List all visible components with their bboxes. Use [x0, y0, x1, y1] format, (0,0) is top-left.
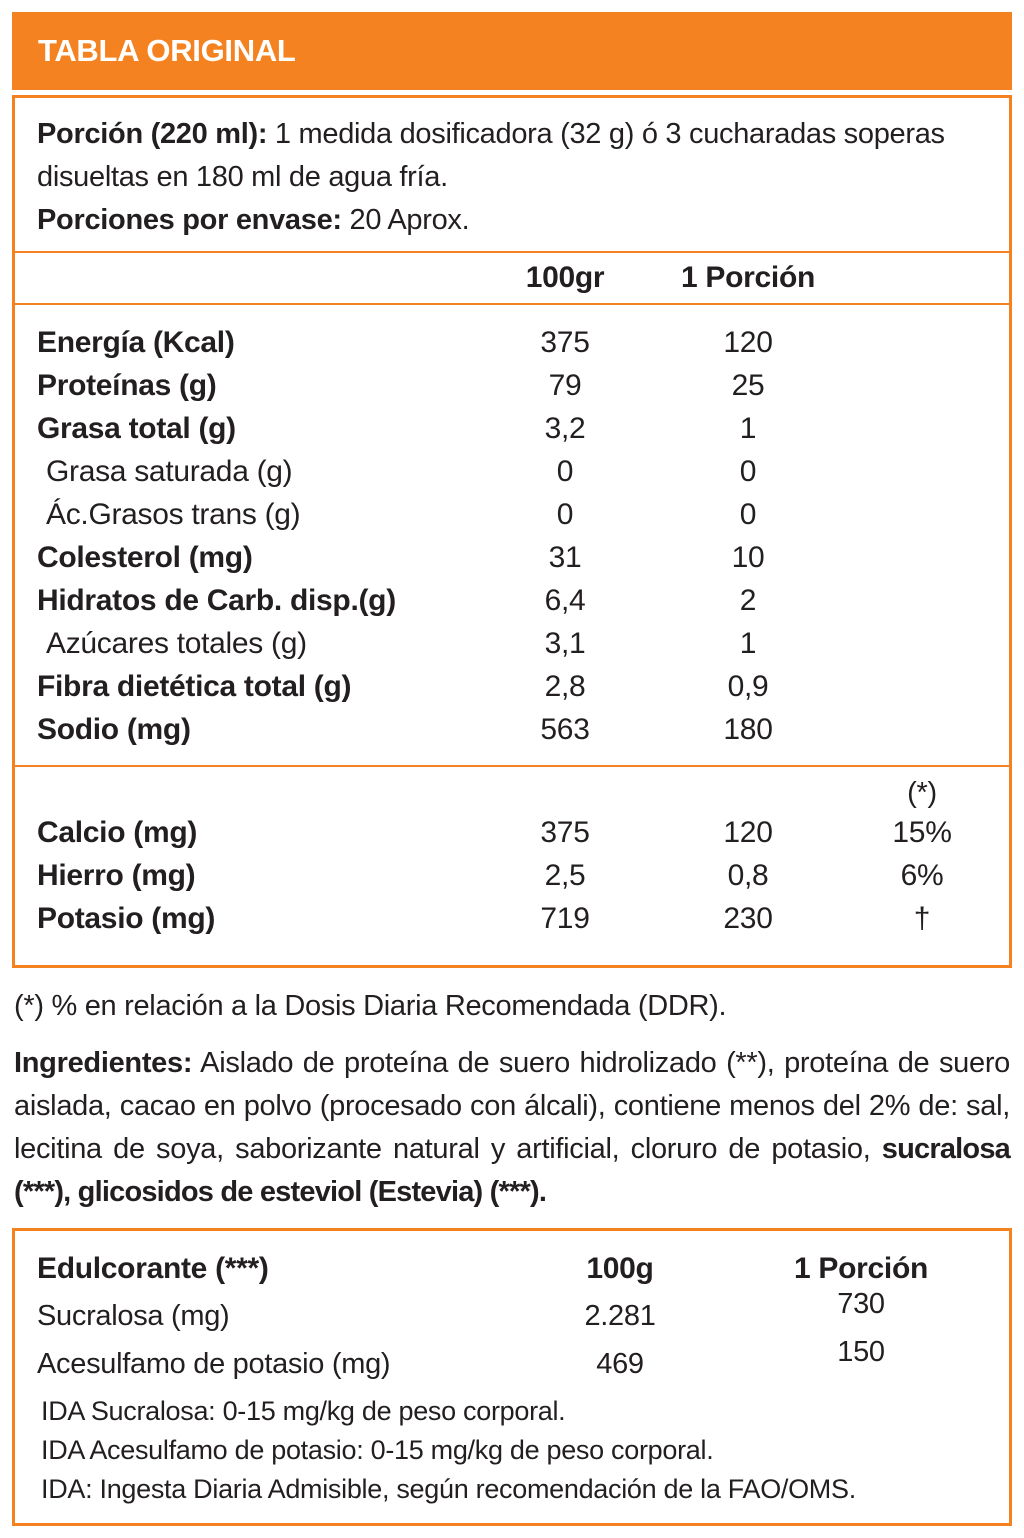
table-row-grasa-saturada — [15, 450, 1009, 493]
row-value-portion: 25 — [731, 369, 765, 402]
row-value-100gr: 3,1 — [544, 627, 586, 660]
row-value-100g: 2.281 — [584, 1300, 656, 1332]
nutrient-rows-section — [15, 305, 1009, 767]
row-value-100gr: 563 — [540, 713, 590, 746]
row-value-100gr: 375 — [540, 816, 590, 849]
table-row-energia — [15, 321, 1009, 364]
row-value-portion: 730 — [837, 1288, 885, 1320]
row-value-100gr: 6,4 — [544, 584, 586, 617]
table-row-hidratos — [15, 579, 1009, 622]
ingredients-sweeteners-bold: sucralosa (***), glicosidos de esteviol (Estevia) (***). — [14, 1133, 1010, 1208]
ddr-footnote: (*) % en relación a la Dosis Diaria Recomendada (DDR). — [14, 990, 727, 1022]
row-label: Hidratos de Carb. disp.(g) — [37, 584, 396, 617]
row-label: Azúcares totales (g) — [46, 627, 307, 660]
row-value-portion: 180 — [723, 713, 773, 746]
row-label: Grasa saturada (g) — [46, 455, 293, 488]
minerals-section — [15, 767, 1009, 965]
ddr-header: (*) — [907, 777, 937, 809]
row-label: Hierro (mg) — [37, 859, 196, 892]
row-value-100gr: 719 — [540, 902, 590, 935]
row-value-portion: 10 — [731, 541, 765, 574]
ingredients-text: Aislado de proteína de suero hidrolizado (**), proteína de suero aislada, cacao en polvo (procesado con álcali), contiene menos del 2% de: sal, lecitina de soya, saborizante natural y artificial, cloruro de potasio, — [14, 1047, 1010, 1165]
row-label: Sucralosa (mg) — [37, 1300, 230, 1332]
sweetener-header-label: Edulcorante (***) — [37, 1252, 269, 1285]
servings-per-container-line — [37, 199, 987, 242]
serving-size-line — [37, 113, 987, 199]
row-label: Proteínas (g) — [37, 369, 217, 402]
title-bar — [12, 12, 1012, 90]
serving-size-text: 1 medida dosificadora (32 g) ó 3 cucharadas soperas disueltas en 180 ml de agua fría. — [37, 118, 945, 193]
column-header-row — [15, 253, 1009, 305]
row-label: Potasio (mg) — [37, 902, 216, 935]
row-label: Acesulfamo de potasio (mg) — [37, 1348, 391, 1380]
ida-note-sucralosa: IDA Sucralosa: 0-15 mg/kg de peso corporal. — [41, 1396, 566, 1426]
ida-note-definition: IDA: Ingesta Diaria Admisible, según recomendación de la FAO/OMS. — [41, 1474, 856, 1504]
ida-notes — [41, 1392, 1009, 1509]
table-row-potasio — [15, 897, 1009, 940]
page-title: TABLA ORIGINAL — [38, 33, 296, 68]
row-value-100gr: 31 — [548, 541, 582, 574]
ingredients-label: Ingredientes: — [14, 1047, 193, 1079]
column-header-portion: 1 Porción — [681, 261, 815, 294]
row-value-portion: 230 — [723, 902, 773, 935]
dagger-symbol: † — [913, 902, 931, 935]
sweetener-box — [12, 1228, 1012, 1526]
table-row-colesterol — [15, 536, 1009, 579]
row-value-portion: 150 — [837, 1336, 885, 1368]
row-value-100gr: 375 — [540, 326, 590, 359]
row-label: Fibra dietética total (g) — [37, 670, 352, 703]
nutrition-facts-box — [12, 95, 1012, 968]
row-label: Sodio (mg) — [37, 713, 191, 746]
row-value-100gr: 0 — [556, 455, 574, 488]
row-value-100gr: 2,5 — [544, 859, 586, 892]
ddr-header-row — [15, 775, 1009, 811]
table-row-fibra — [15, 665, 1009, 708]
column-header-100gr: 100gr — [525, 261, 605, 294]
row-value-portion: 120 — [723, 816, 773, 849]
sweetener-column-100g: 100g — [586, 1252, 654, 1285]
table-row-azucares — [15, 622, 1009, 665]
table-row-grasos-trans — [15, 493, 1009, 536]
row-value-portion: 0,9 — [727, 670, 769, 703]
table-row-grasa-total — [15, 407, 1009, 450]
row-value-portion: 1 — [739, 412, 757, 445]
row-label: Calcio (mg) — [37, 816, 198, 849]
row-value-ddr: 6% — [900, 859, 944, 892]
table-row-sodio — [15, 708, 1009, 751]
row-label: Colesterol (mg) — [37, 541, 253, 574]
table-row-calcio — [15, 811, 1009, 854]
serving-info-section — [15, 98, 1009, 253]
ida-note-acesulfamo: IDA Acesulfamo de potasio: 0-15 mg/kg de peso corporal. — [41, 1435, 714, 1465]
servings-per-container-text: 20 Aprox. — [341, 204, 470, 236]
row-value-portion: 2 — [739, 584, 757, 617]
table-row-acesulfamo — [15, 1336, 1009, 1388]
row-value-portion: 0 — [739, 455, 757, 488]
servings-per-container-label: Porciones por envase: — [37, 204, 342, 236]
table-row-hierro — [15, 854, 1009, 897]
sweetener-column-portion: 1 Porción — [794, 1252, 928, 1285]
row-value-100gr: 2,8 — [544, 670, 586, 703]
row-value-100gr: 3,2 — [544, 412, 586, 445]
row-value-portion: 1 — [739, 627, 757, 660]
table-row-proteinas — [15, 364, 1009, 407]
row-value-100g: 469 — [596, 1348, 644, 1380]
row-value-100gr: 0 — [556, 498, 574, 531]
serving-size-label: Porción (220 ml): — [37, 118, 268, 150]
row-label: Ác.Grasos trans (g) — [46, 498, 301, 531]
row-value-100gr: 79 — [548, 369, 582, 402]
row-value-portion: 120 — [723, 326, 773, 359]
row-value-portion: 0 — [739, 498, 757, 531]
row-value-portion: 0,8 — [727, 859, 769, 892]
ingredients-paragraph — [14, 1042, 1010, 1214]
row-label: Energía (Kcal) — [37, 326, 235, 359]
row-value-ddr: 15% — [892, 816, 952, 849]
row-label: Grasa total (g) — [37, 412, 236, 445]
